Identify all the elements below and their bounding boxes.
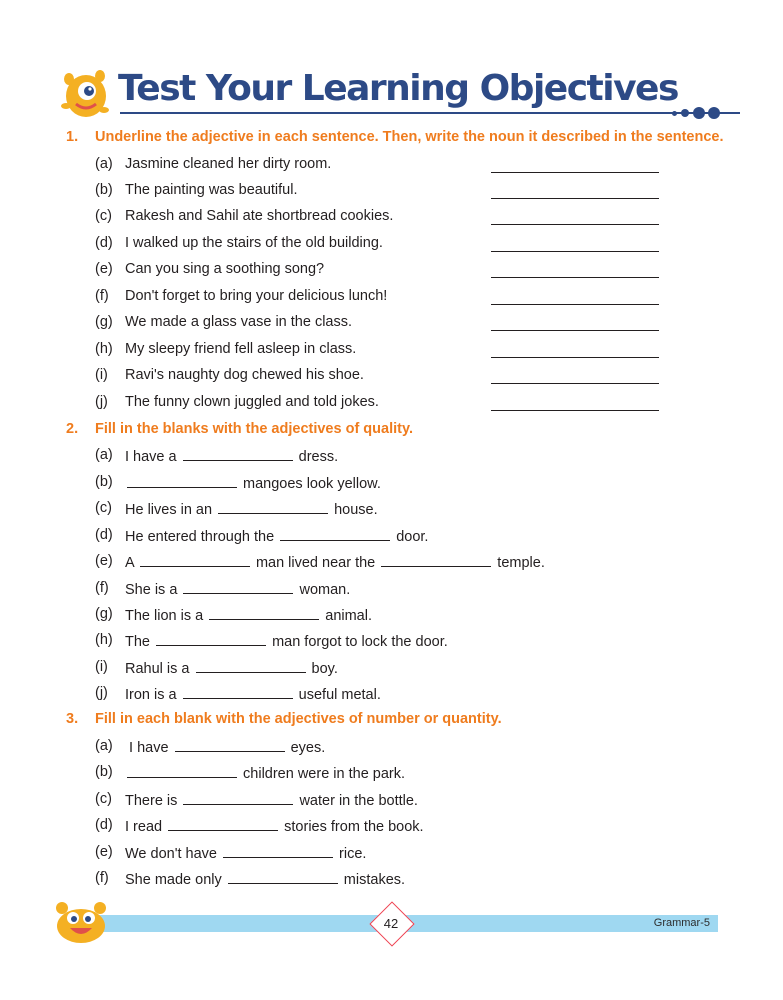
fill-blank[interactable] bbox=[381, 553, 491, 567]
answer-line[interactable] bbox=[491, 304, 659, 305]
question-instruction: Fill in each blank with the adjectives of number or quantity. bbox=[95, 711, 502, 727]
fill-blank[interactable] bbox=[218, 500, 328, 514]
exercise-item: (d) He entered through the door. bbox=[95, 527, 429, 545]
book-name: Grammar-5 bbox=[653, 917, 710, 929]
exercise-item: (j) The funny clown juggled and told jokes. bbox=[95, 394, 695, 414]
answer-line[interactable] bbox=[491, 251, 659, 252]
answer-line[interactable] bbox=[491, 198, 659, 199]
exercise-item: (i) Ravi's naughty dog chewed his shoe. bbox=[95, 367, 695, 387]
fill-blank[interactable] bbox=[209, 606, 319, 620]
fill-blank[interactable] bbox=[183, 580, 293, 594]
exercise-item: (d) I walked up the stairs of the old building. bbox=[95, 235, 695, 255]
answer-line[interactable] bbox=[491, 410, 659, 411]
exercise-item: (h) The man forgot to lock the door. bbox=[95, 632, 448, 650]
question-number: 1. bbox=[66, 129, 79, 145]
answer-line[interactable] bbox=[491, 330, 659, 331]
exercise-item: (g) The lion is a animal. bbox=[95, 606, 372, 624]
exercise-item: (a) I have eyes. bbox=[95, 738, 326, 756]
answer-line[interactable] bbox=[491, 357, 659, 358]
answer-line[interactable] bbox=[491, 224, 659, 225]
fill-blank[interactable] bbox=[183, 791, 293, 805]
exercise-item: (g) We made a glass vase in the class. bbox=[95, 314, 695, 334]
fill-blank[interactable] bbox=[127, 764, 237, 778]
fill-blank[interactable] bbox=[183, 447, 293, 461]
exercise-item: (f) She is a woman. bbox=[95, 580, 351, 598]
exercise-item: (j) Iron is a useful metal. bbox=[95, 685, 381, 703]
fill-blank[interactable] bbox=[127, 474, 237, 488]
question-instruction: Underline the adjective in each sentence. Then, write the noun it described in the sentence. bbox=[95, 129, 724, 145]
exercise-item: (b) The painting was beautiful. bbox=[95, 182, 695, 202]
fill-blank[interactable] bbox=[183, 685, 293, 699]
exercise-item: (b) mangoes look yellow. bbox=[95, 474, 381, 492]
fill-blank[interactable] bbox=[228, 870, 338, 884]
exercise-item: (h) My sleepy friend fell asleep in class. bbox=[95, 341, 695, 361]
exercise-item: (e) A man lived near the temple. bbox=[95, 553, 545, 571]
exercise-item: (a) Jasmine cleaned her dirty room. bbox=[95, 156, 695, 176]
answer-line[interactable] bbox=[491, 172, 659, 173]
page-number: 42 bbox=[383, 916, 399, 931]
page-footer bbox=[0, 898, 783, 958]
fill-blank[interactable] bbox=[223, 844, 333, 858]
exercise-item: (a) I have a dress. bbox=[95, 447, 339, 465]
fill-blank[interactable] bbox=[156, 632, 266, 646]
exercise-item: (b) children were in the park. bbox=[95, 764, 406, 782]
exercise-item: (f) She made only mistakes. bbox=[95, 870, 406, 888]
exercise-item: (c) There is water in the bottle. bbox=[95, 791, 418, 809]
exercise-item: (c) Rakesh and Sahil ate shortbread cookies. bbox=[95, 208, 695, 228]
fill-blank[interactable] bbox=[280, 527, 390, 541]
page-header bbox=[60, 62, 720, 122]
title-underline bbox=[120, 112, 740, 114]
exercise-item: (e) We don't have rice. bbox=[95, 844, 367, 862]
question-instruction: Fill in the blanks with the adjectives of quality. bbox=[95, 421, 413, 437]
exercise-item: (f) Don't forget to bring your delicious lunch! bbox=[95, 288, 695, 308]
exercise-item: (c) He lives in an house. bbox=[95, 500, 378, 518]
page-title: Test Your Learning Objectives bbox=[118, 68, 678, 109]
fill-blank[interactable] bbox=[175, 738, 285, 752]
question-number: 3. bbox=[66, 711, 79, 727]
yellow-monster-icon bbox=[52, 898, 110, 944]
exercise-item: (i) Rahul is a boy. bbox=[95, 659, 338, 677]
monster-mascot-icon bbox=[60, 66, 118, 122]
answer-line[interactable] bbox=[491, 383, 659, 384]
exercise-item: (d) I read stories from the book. bbox=[95, 817, 424, 835]
fill-blank[interactable] bbox=[168, 817, 278, 831]
question-number: 2. bbox=[66, 421, 79, 437]
exercise-item: (e) Can you sing a soothing song? bbox=[95, 261, 695, 281]
answer-line[interactable] bbox=[491, 277, 659, 278]
fill-blank[interactable] bbox=[140, 553, 250, 567]
fill-blank[interactable] bbox=[196, 659, 306, 673]
